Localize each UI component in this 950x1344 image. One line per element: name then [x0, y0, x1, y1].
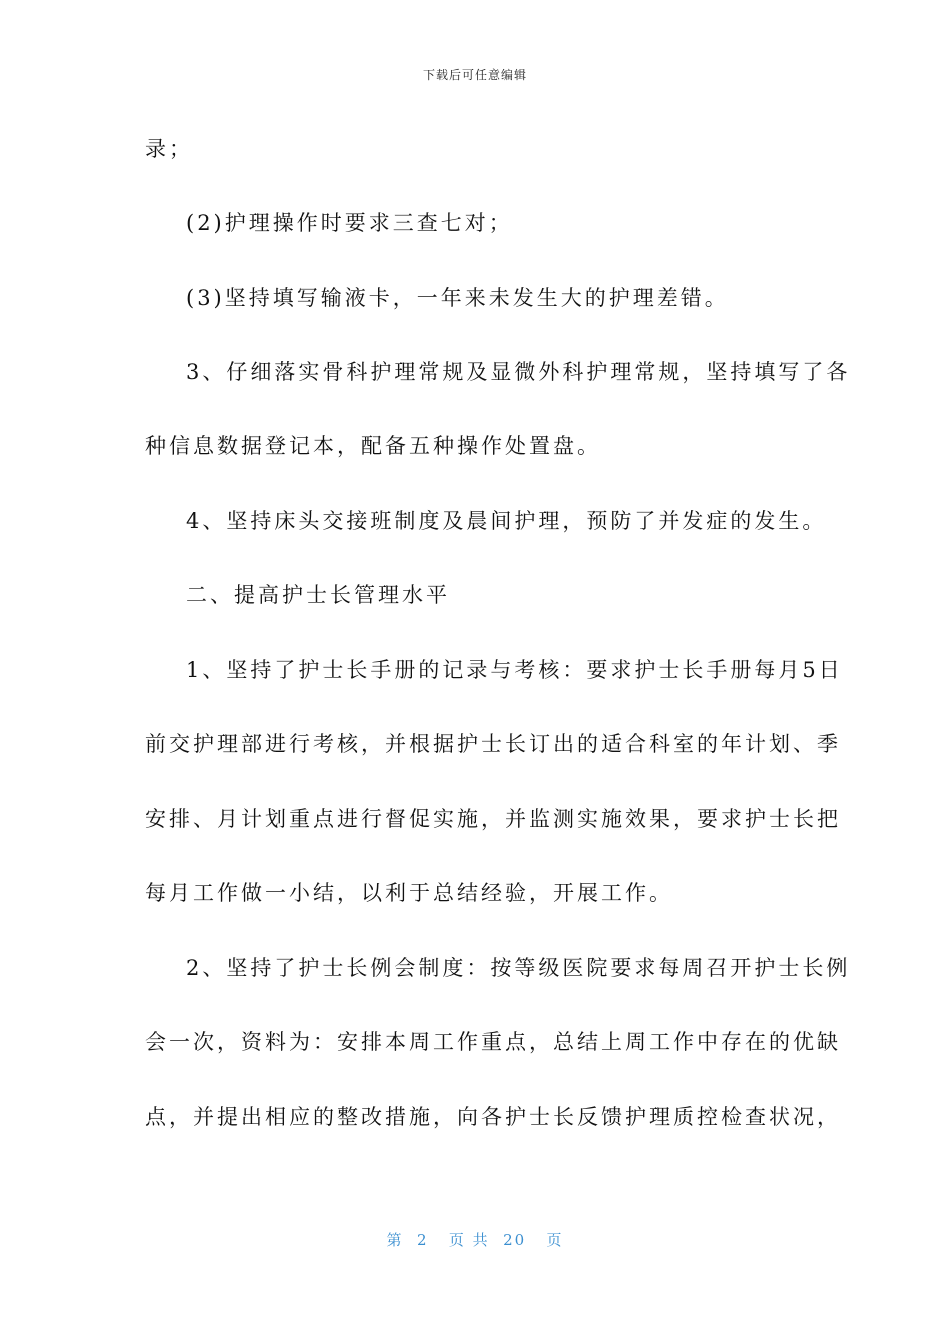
page-header: 下载后可任意编辑 [422, 68, 527, 82]
text-line: 点，并提出相应的整改措施，向各护士长反馈护理质控检查状况， [145, 1105, 841, 1129]
text-line: 1、坚持了护士长手册的记录与考核：要求护士长手册每月5日 [186, 658, 843, 682]
text-line: 每月工作做一小结，以利于总结经验，开展工作。 [145, 881, 673, 905]
text-line: (2)护理操作时要求三查七对； [186, 211, 513, 235]
text-line: 前交护理部进行考核，并根据护士长订出的适合科室的年计划、季 [145, 732, 841, 756]
text-line: 录； [145, 137, 193, 161]
text-line: 2、坚持了护士长例会制度：按等级医院要求每周召开护士长例 [186, 956, 851, 980]
section-heading: 二、提高护士长管理水平 [186, 583, 450, 607]
text-line: 种信息数据登记本，配备五种操作处置盘。 [145, 434, 601, 458]
page-footer: 第 2 页 共 20 页 [386, 1231, 564, 1249]
text-line: 4、坚持床头交接班制度及晨间护理，预防了并发症的发生。 [186, 509, 827, 533]
text-line: (3)坚持填写输液卡，一年来未发生大的护理差错。 [186, 286, 729, 310]
text-line: 安排、月计划重点进行督促实施，并监测实施效果，要求护士长把 [145, 807, 841, 831]
text-line: 3、仔细落实骨科护理常规及显微外科护理常规，坚持填写了各 [186, 360, 851, 384]
text-line: 会一次，资料为：安排本周工作重点，总结上周工作中存在的优缺 [145, 1030, 841, 1054]
